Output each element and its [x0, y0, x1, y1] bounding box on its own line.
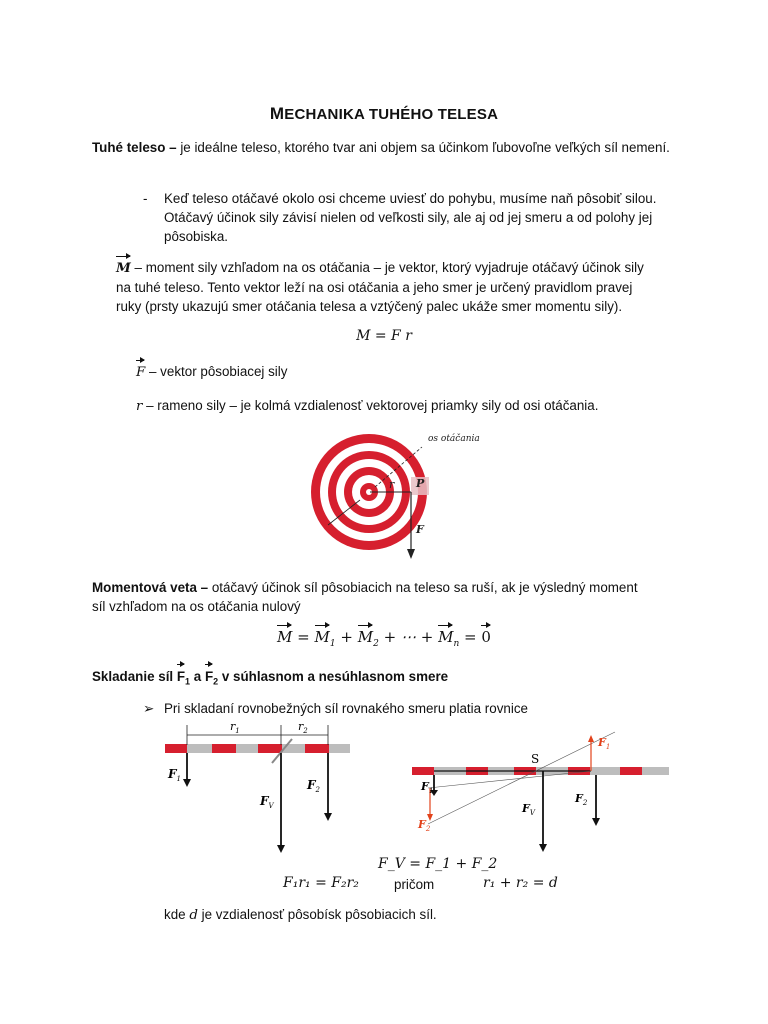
arrowhead [427, 814, 433, 821]
axis-label: os otáčania [428, 434, 480, 444]
arrowhead [592, 818, 600, 826]
distance-equation: r₁ + r₂ = d [483, 875, 558, 891]
point-label: P [416, 477, 425, 490]
f2-label: $F_2$ [307, 778, 320, 794]
arm-definition: r – rameno sily – je kolmá vzdialenosť vektorovej priamky sily od osi otáčania. [136, 398, 599, 414]
arrowhead [588, 735, 594, 742]
moment-paragraph: M – moment sily vzhľadom na os otáčania – je vektor, ktorý vyjadruje otáčavý účinok sily na tuhé teleso. Tento vektor leží na osi otáčania a jeho smer je určený pravidlom pravej ruky (prsty ukazujú smer otáčania telesa a vztýčený palec ukáže smer momentu sily). [116, 260, 644, 314]
arrowhead [324, 813, 332, 821]
arrowhead [539, 844, 547, 852]
f1-label: $F_1$ [421, 780, 434, 795]
force-label: F [416, 523, 424, 536]
resultant-equation: F_V = F_1 + F_2 [378, 856, 498, 872]
bar-segment [620, 767, 642, 775]
arrow-bullet: ➢ [143, 701, 155, 716]
arm-label: r [389, 478, 395, 491]
distance-note: kde d je vzdialenosť pôsobísk pôsobiacich síl. [164, 907, 437, 923]
arrowhead [277, 845, 285, 853]
bar-segment [305, 744, 329, 753]
r1-label: $r_1$ [230, 720, 240, 735]
bar-segment [258, 744, 282, 753]
bullet1-text: Keď teleso otáčavé okolo osi chceme uviesť do pohybu, musíme naň pôsobiť silou. Otáčavý účinok sily závisí nielen od veľkosti sily, ale aj od jej smeru a od polohy jej pôsobiska. [164, 191, 657, 244]
moment-equation: M = F r [356, 328, 412, 344]
center-label: S [531, 752, 540, 766]
rigid-body-paragraph: Tuhé teleso – je ideálne teleso, ktorého tvar ani objem sa účinkom ľubovoľne veľkých síl nemení. [92, 140, 670, 155]
f2-label: $F_2$ [575, 792, 588, 807]
target-figure [310, 425, 480, 565]
bar-segment [212, 744, 236, 753]
composition-heading: Skladanie síl $F_1$ a $F_2$ v súhlasnom a nesúhlasnom smere [92, 669, 449, 687]
fv-label: $F_V$ [522, 802, 535, 817]
lever-figure-same-direction [160, 715, 360, 855]
bullet-marker: - [143, 191, 148, 206]
moment-theorem-equation: $M = M_1 + M_2$ + ⋯ + $M_n = 0$ [277, 628, 491, 649]
force-arrowhead [407, 549, 415, 559]
r2-label: $r_2$ [298, 720, 308, 735]
bullet2-text: Pri skladaní rovnobežných síl rovnakého smeru platia rovnice [164, 701, 528, 716]
moment-vector-symbol: M [116, 260, 131, 276]
page-title: MECHANIKA TUHÉHO TELESA [269, 104, 499, 123]
arrowhead [183, 779, 191, 787]
lever-figure-construction [410, 730, 670, 855]
bar-segment [165, 744, 187, 753]
lever-equation: F₁r₁ = F₂r₂ [283, 875, 359, 891]
f2-prime-label: $F_2$ [418, 818, 431, 833]
pricom-word: pričom [394, 877, 435, 892]
bar-segment [412, 767, 434, 775]
fv-label: $F_V$ [260, 794, 274, 810]
moment-theorem-paragraph: Momentová veta – otáčavý účinok síl pôsobiacich na teleso sa ruší, ak je výsledný moment síl vzhľadom na os otáčania nulový [92, 580, 638, 614]
f1-label: $F_1$ [168, 767, 181, 783]
f1-prime-label: $F_1$ [598, 736, 611, 751]
force-definition: F – vektor pôsobiacej sily [136, 364, 288, 380]
